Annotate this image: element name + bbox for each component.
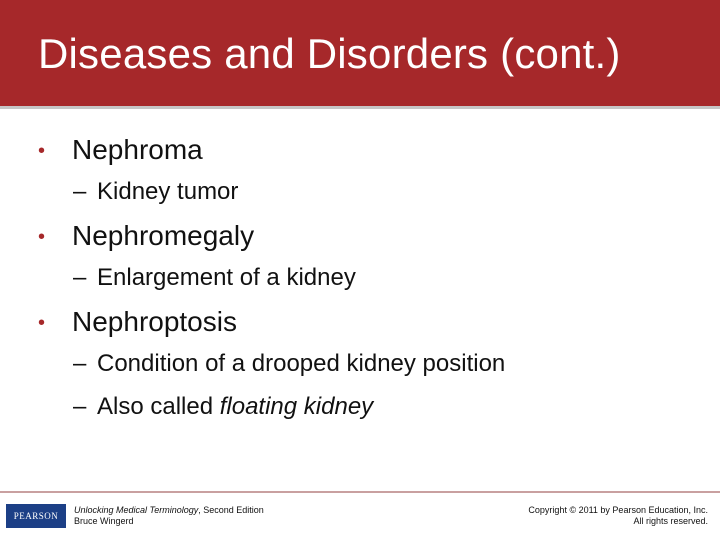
dash-marker: – xyxy=(73,350,87,377)
bullet-dot: • xyxy=(38,226,46,248)
dash-marker: – xyxy=(73,178,87,205)
dash-marker: – xyxy=(73,264,87,291)
footer-book-info xyxy=(74,505,264,527)
bullet-term: Nephroma xyxy=(72,134,203,165)
dash-marker: – xyxy=(73,393,87,420)
footer-author: Bruce Wingerd xyxy=(74,516,134,526)
bullet-term: Nephromegaly xyxy=(72,220,255,251)
book-edition: , Second Edition xyxy=(198,505,264,515)
sub-item-text: Enlargement of a kidney xyxy=(97,264,356,291)
pearson-logo: PEARSON xyxy=(6,504,66,528)
footer-copyright: Copyright © 2011 by Pearson Education, Inc. xyxy=(528,505,708,515)
bullet-dot: • xyxy=(38,312,46,334)
sub-item-italic-text: floating kidney xyxy=(219,393,374,420)
slide-title: Diseases and Disorders (cont.) xyxy=(38,30,621,77)
bullet-dot: • xyxy=(38,140,46,162)
book-title: Unlocking Medical Terminology xyxy=(74,505,199,515)
sub-item xyxy=(73,393,373,421)
footer-divider xyxy=(0,491,720,493)
sub-item xyxy=(73,264,356,292)
footer-copyright-block xyxy=(528,505,708,527)
footer-rights: All rights reserved. xyxy=(633,516,708,526)
sub-item-text: Condition of a drooped kidney position xyxy=(97,350,506,377)
bullet-term: Nephroptosis xyxy=(72,306,237,337)
sub-item-text: Kidney tumor xyxy=(97,178,239,205)
sub-item xyxy=(73,178,238,206)
sub-item xyxy=(73,350,505,378)
footer-title-line xyxy=(74,505,264,516)
sub-item-text: Also called xyxy=(97,393,220,420)
